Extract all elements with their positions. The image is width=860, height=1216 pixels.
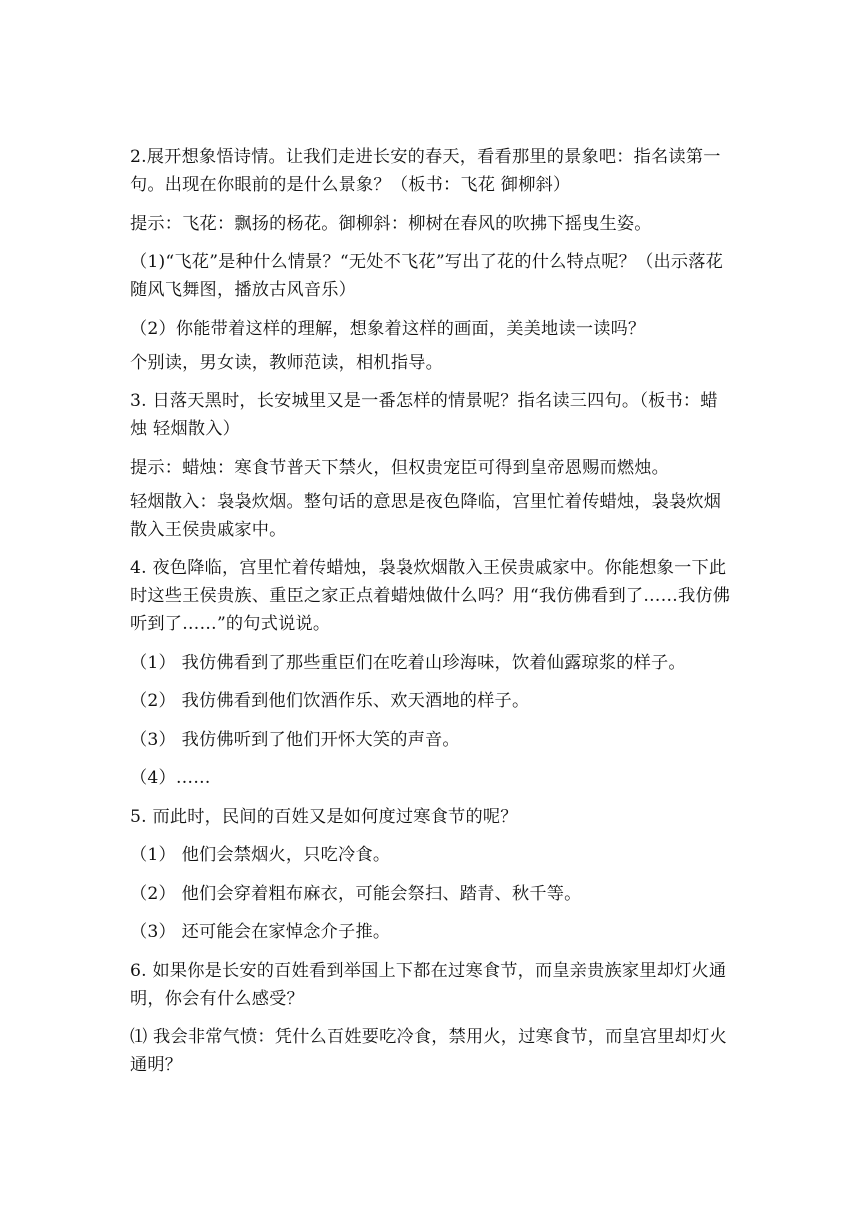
paragraph-answer-6-1: ⑴ 我会非常气愤：凭什么百姓要吃冷食，禁用火，过寒食节，而皇宫里却灯火通明？ (130, 1027, 727, 1075)
paragraph-answer-4-3: （3） 我仿佛听到了他们开怀大笑的声音。 (130, 729, 460, 750)
paragraph-answer-4-4: （4）…… (130, 768, 211, 788)
paragraph-step-5: 5. 而此时，民间的百姓又是如何度过寒食节的呢？ (130, 806, 518, 827)
paragraph-reading-guide: 个别读，男女读，教师范读，相机指导。 (130, 352, 443, 373)
paragraph-hint-2: 提示：蜡烛：寒食节普天下禁火，但权贵宠臣可得到皇帝恩赐而燃烛。 (130, 457, 670, 478)
paragraph-explanation: 轻烟散入：袅袅炊烟。整句话的意思是夜色降临，宫里忙着传蜡烛，袅袅炊烟散入王侯贵戚家中。 (130, 491, 722, 540)
paragraph-answer-4-2: （2） 我仿佛看到他们饮酒作乐、欢天酒地的样子。 (130, 691, 530, 711)
paragraph-question-2-2: （2）你能带着这样的理解，想象着这样的画面，美美地读一读吗？ (130, 318, 646, 339)
document-body (130, 143, 734, 1090)
paragraph-step-4: 4. 夜色降临，宫里忙着传蜡烛，袅袅炊烟散入王侯贵戚家中。你能想象一下此时这些王侯贵族、重臣之家正点着蜡烛做什么吗？用“我仿佛看到了……我仿佛听到了……”的句式说说。 (130, 558, 731, 634)
paragraph-answer-5-2: （2） 他们会穿着粗布麻衣，可能会祭扫、踏青、秋千等。 (130, 883, 582, 904)
paragraph-answer-4-1: （1） 我仿佛看到了那些重臣们在吃着山珍海味，饮着仙露琼浆的样子。 (130, 652, 686, 673)
paragraph-step-3: 3. 日落天黑时，长安城里又是一番怎样的情景呢？指名读三四句。（板书：蜡烛 轻烟散入） (130, 391, 718, 439)
paragraph-answer-5-3: （3） 还可能会在家悼念介子推。 (130, 922, 391, 942)
paragraph-step-2: 2.展开想象悟诗情。让我们走进长安的春天，看看那里的景象吧：指名读第一句。出现在你眼前的是什么景象？（板书：飞花 御柳斜） (130, 147, 721, 195)
paragraph-question-2-1: （1)“飞花”是种什么情景？“无处不飞花”写出了花的什么特点呢？（出示落花随风飞舞图，播放古风音乐） (130, 252, 724, 300)
paragraph-step-6: 6. 如果你是长安的百姓看到举国上下都在过寒食节，而皇亲贵族家里却灯火通明，你会有什么感受？ (130, 960, 727, 1009)
paragraph-answer-5-1: （1） 他们会禁烟火，只吃冷食。 (130, 845, 391, 865)
paragraph-hint-1: 提示：飞花：飘扬的杨花。御柳斜：柳树在春风的吹拂下摇曳生姿。 (130, 213, 652, 234)
